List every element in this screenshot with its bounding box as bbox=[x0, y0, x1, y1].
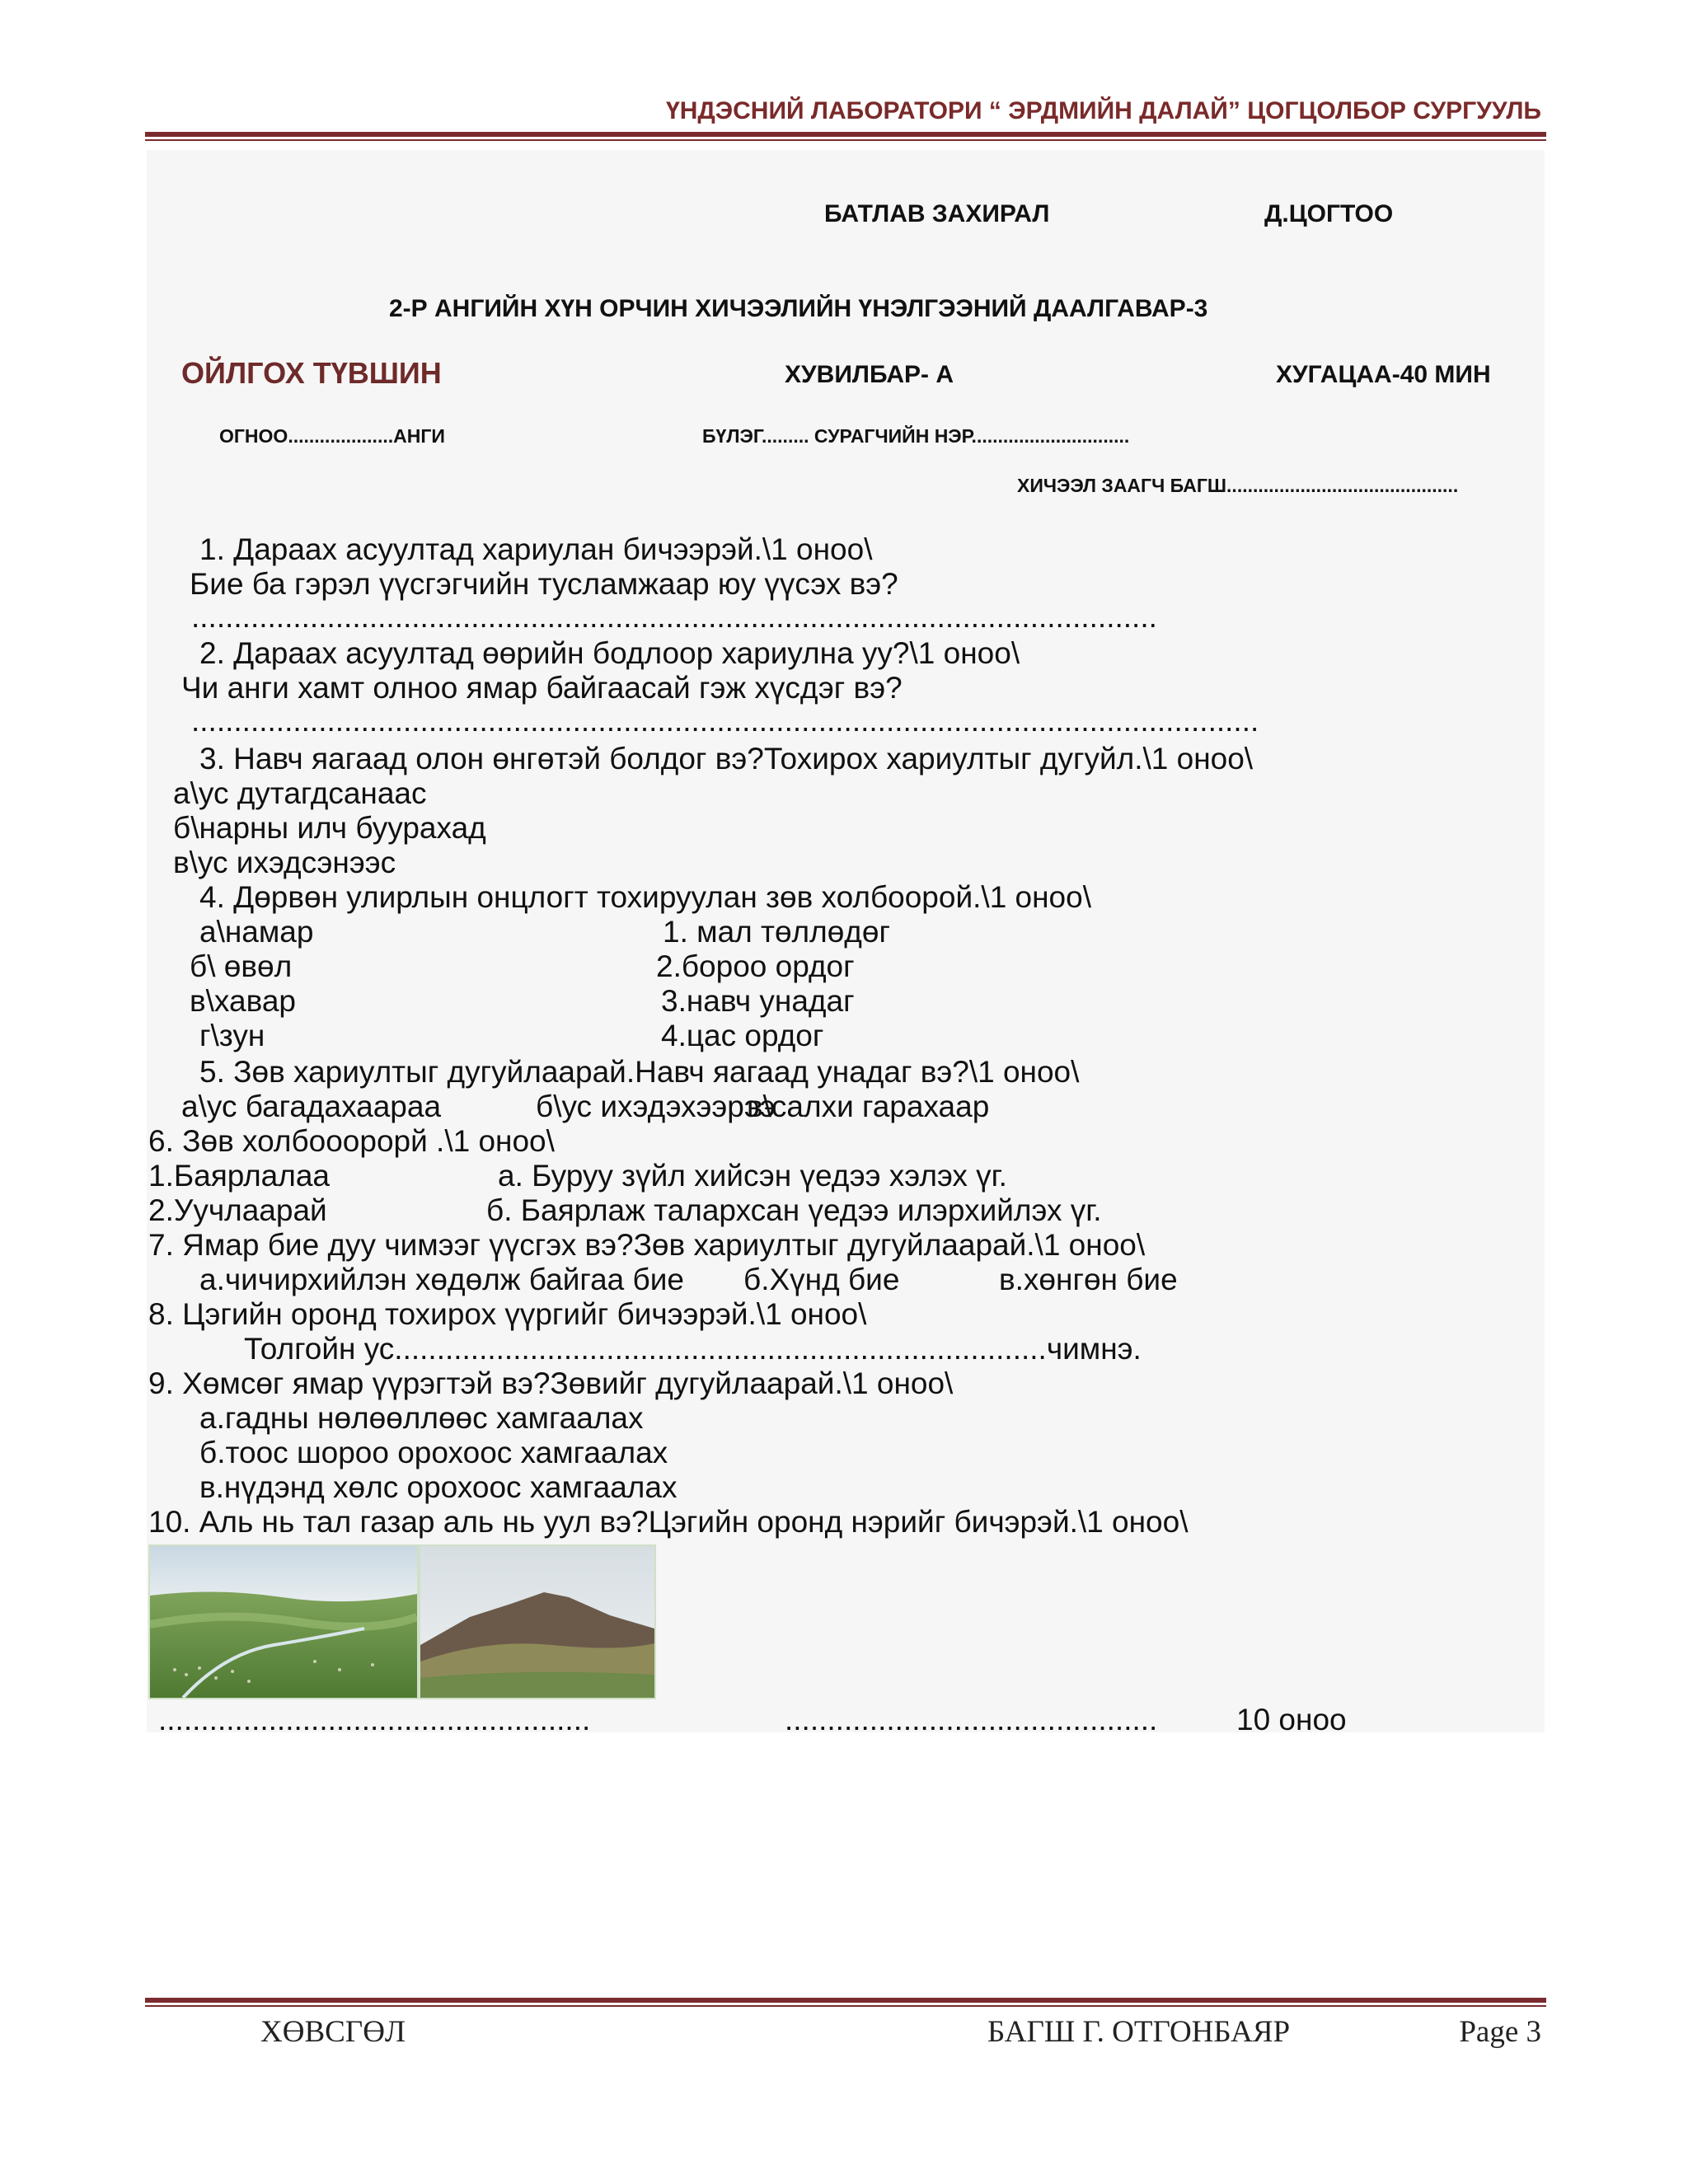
footer-teacher: БАГШ Г. ОТГОНБАЯР bbox=[987, 2015, 1291, 2049]
option-7c: в.хөнгөн бие bbox=[999, 1263, 1178, 1296]
option-9b: б.тоос шороо орохоос хамгаалах bbox=[199, 1436, 668, 1469]
option-5a: а\ус багадахаараа bbox=[181, 1090, 442, 1123]
meaning-a: а. Буруу зүйл хийсэн үедээ хэлэх үг. bbox=[498, 1159, 1007, 1193]
question-1: 1. Дараах асуултад хариулан бичээрэй.\1 оноо\ bbox=[199, 532, 873, 566]
approval-name: Д.ЦОГТОО bbox=[1264, 200, 1394, 227]
answer-blank-plain: ................................................... bbox=[158, 1703, 591, 1736]
question-2: 2. Дараах асуултад өөрийн бодлоор хариулна уу?\1 оноо\ bbox=[199, 636, 1020, 670]
option-3c: в\ус ихэдсэнээс bbox=[173, 846, 396, 879]
answer-line-1: .................................................................................................................. bbox=[191, 600, 1157, 634]
season-a: а\намар bbox=[199, 915, 314, 949]
question-2-text: Чи анги хамт олноо ямар байгаасай гэж хүсдэг вэ? bbox=[181, 671, 903, 705]
question-1-text: Бие ба гэрэл үүсгэгчийн тусламжаар юу үүсэх вэ? bbox=[190, 567, 898, 601]
question-8: 8. Цэгийн оронд тохирох үүргийг бичээрэй.\1 оноо\ bbox=[148, 1297, 867, 1331]
feature-2: 2.бороо ордог bbox=[656, 949, 855, 983]
time-label: ХУГАЦАА-40 МИН bbox=[1276, 361, 1491, 388]
variant-label: ХУВИЛБАР- А bbox=[785, 361, 954, 388]
answer-blank-mountain: ............................................ bbox=[785, 1703, 1158, 1736]
document-title: 2-Р АНГИЙН ХҮН ОРЧИН ХИЧЭЭЛИЙН ҮНЭЛГЭЭНИЙ ДААЛГАВАР-3 bbox=[389, 295, 1208, 322]
option-3a: а\ус дутагдсанаас bbox=[173, 776, 427, 810]
option-9c: в.нүдэнд хөлс орохоос хамгаалах bbox=[199, 1470, 678, 1504]
feature-4: 4.цас ордог bbox=[661, 1019, 824, 1052]
fill-in-8: Толгойн ус.............................................................................чимнэ. bbox=[244, 1332, 1142, 1366]
school-header: ҮНДЭСНИЙ ЛАБОРАТОРИ “ ЭРДМИЙН ДАЛАЙ” ЦОГЦОЛБОР СУРГУУЛЬ bbox=[666, 97, 1541, 124]
season-b: б\ өвөл bbox=[190, 949, 293, 983]
total-score: 10 оноо bbox=[1236, 1703, 1347, 1736]
level-label: ОЙЛГОХ ТҮВШИН bbox=[181, 356, 442, 390]
footer-location: ХӨВСГӨЛ bbox=[260, 2015, 406, 2049]
question-4: 4. Дөрвөн улирлын онцлогт тохируулан зөв холбоорой.\1 оноо\ bbox=[199, 880, 1091, 914]
question-10: 10. Аль нь тал газар аль нь уул вэ?Цэгийн оронд нэрийг бичэрэй.\1 оноо\ bbox=[148, 1505, 1189, 1539]
question-9: 9. Хөмсөг ямар үүрэгтэй вэ?Зөвийг дугуйлаарай.\1 оноо\ bbox=[148, 1366, 954, 1400]
option-3b: б\нарны илч буурахад bbox=[173, 811, 486, 845]
season-d: г\зун bbox=[199, 1019, 265, 1052]
date-class-field: ОГНОО....................АНГИ bbox=[219, 425, 445, 447]
season-c: в\хавар bbox=[190, 984, 296, 1018]
feature-1: 1. мал төллөдөг bbox=[663, 915, 890, 949]
question-7: 7. Ямар бие дуу чимээг үүсгэх вэ?Зөв хариултыг дугуйлаарай.\1 оноо\ bbox=[148, 1228, 1146, 1262]
question-5: 5. Зөв хариултыг дугуйлаарай.Навч яагаад унадаг вэ?\1 оноо\ bbox=[199, 1055, 1080, 1089]
plain-landscape-image bbox=[148, 1544, 419, 1699]
option-5c: в\салхи гарахаар bbox=[747, 1090, 990, 1123]
option-5b: б\ус ихэдэхээрээ bbox=[536, 1090, 776, 1123]
header-rule-thin bbox=[145, 139, 1546, 141]
word-2: 2.Уучлаарай bbox=[148, 1193, 327, 1227]
word-1: 1.Баярлалаа bbox=[148, 1159, 330, 1193]
answer-line-2: .............................................................................................................................. bbox=[191, 704, 1259, 738]
teacher-field: ХИЧЭЭЛ ЗААГЧ БАГШ............................................ bbox=[1017, 475, 1459, 496]
feature-3: 3.навч унадаг bbox=[661, 984, 855, 1018]
option-7b: б.Хүнд бие bbox=[743, 1263, 900, 1296]
footer-rule bbox=[145, 1998, 1546, 2003]
question-3: 3. Навч яагаад олон өнгөтэй болдог вэ?Тохирох хариултыг дугуйл.\1 оноо\ bbox=[199, 742, 1254, 776]
approval-label: БАТЛАВ ЗАХИРАЛ bbox=[824, 200, 1050, 227]
footer-rule-thin bbox=[145, 2005, 1546, 2007]
question-6: 6. Зөв холбооорорй .\1 оноо\ bbox=[148, 1124, 555, 1158]
meaning-b: б. Баярлаж талархсан үедээ илэрхийлэх үг. bbox=[486, 1193, 1102, 1227]
group-student-field: БҮЛЭГ......... СУРАГЧИЙН НЭР.............................. bbox=[702, 425, 1130, 447]
option-7a: а.чичирхийлэн хөдөлж байгаа бие bbox=[199, 1263, 684, 1296]
footer-page-number: Page 3 bbox=[1459, 2015, 1541, 2049]
header-rule bbox=[145, 132, 1546, 137]
mountain-landscape-image bbox=[419, 1544, 656, 1699]
option-9a: а.гадны нөлөөллөөс хамгаалах bbox=[199, 1401, 644, 1435]
